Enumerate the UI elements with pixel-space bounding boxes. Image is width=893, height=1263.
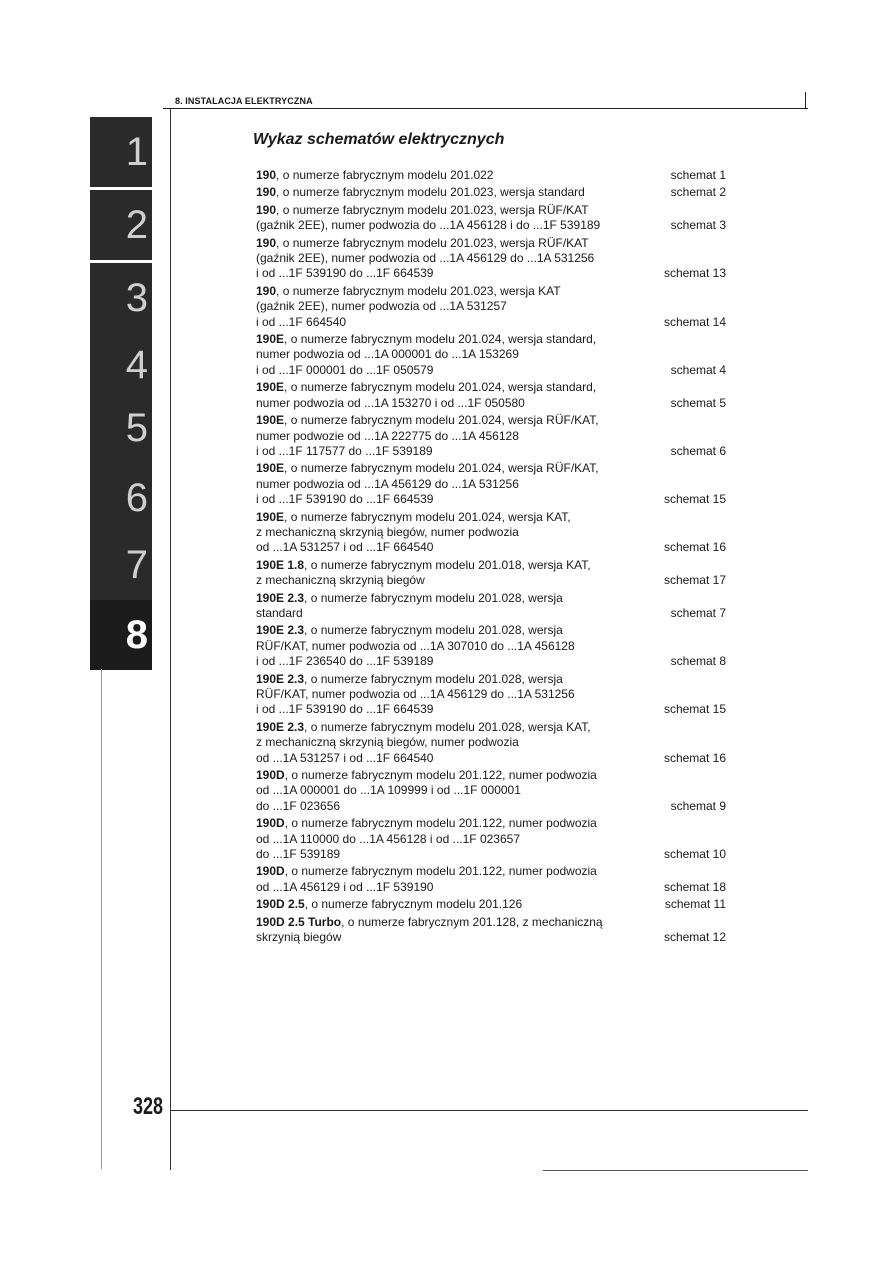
schematic-ref: schemat 3 bbox=[670, 218, 726, 233]
schematic-ref: schemat 16 bbox=[663, 750, 726, 765]
schematic-entry bbox=[256, 510, 726, 556]
entry-description bbox=[256, 591, 646, 622]
entry-line: (gaźnik 2EE), numer podwozia do ...1A 456128 i do ...1F 539189 bbox=[256, 218, 601, 233]
schematic-ref: schemat 9 bbox=[670, 798, 726, 813]
model-details: , o numerze fabrycznym modelu 201.122, numer podwozia bbox=[284, 864, 597, 879]
entry-line: i od ...1F 539190 do ...1F 664539 bbox=[256, 702, 434, 717]
schematic-ref: schemat 15 bbox=[663, 492, 726, 507]
entry-description bbox=[256, 332, 646, 378]
schematic-ref: schemat 4 bbox=[670, 362, 726, 377]
entry-description bbox=[256, 380, 646, 411]
model-name: 190D bbox=[256, 864, 285, 879]
schematic-entry bbox=[256, 672, 726, 718]
entry-line bbox=[256, 768, 646, 783]
entry-line: RÜF/KAT, numer podwozia od ...1A 456129 do ...1A 531256 bbox=[256, 687, 575, 701]
entry-line: z mechaniczną skrzynią biegów, numer podwozia bbox=[256, 524, 519, 539]
entry-description bbox=[256, 768, 646, 814]
entry-description bbox=[256, 510, 646, 556]
model-name: 190E bbox=[256, 461, 285, 476]
chapter-tab-6: 6 bbox=[90, 463, 152, 533]
schematic-ref: schemat 5 bbox=[670, 395, 726, 410]
entry-line bbox=[256, 623, 646, 638]
entry-line: od ...1A 456129 i od ...1F 539190 bbox=[256, 879, 434, 894]
entry-line bbox=[256, 864, 646, 879]
header-right-rule bbox=[805, 92, 806, 109]
entry-line bbox=[256, 720, 646, 735]
entry-line bbox=[256, 510, 646, 525]
chapter-tab-8-active: 8 bbox=[90, 600, 152, 670]
header-rule bbox=[163, 108, 808, 109]
schematic-entry bbox=[256, 380, 726, 411]
entry-line: numer podwozie od ...1A 222775 do ...1A 456128 bbox=[256, 428, 519, 443]
chapter-tab-2: 2 bbox=[90, 190, 152, 260]
schematic-ref: schemat 2 bbox=[670, 185, 726, 200]
schematic-entry bbox=[256, 768, 726, 814]
entry-line bbox=[256, 413, 646, 428]
schematic-entry bbox=[256, 558, 726, 589]
chapter-tab-3: 3 bbox=[90, 263, 152, 333]
entry-description bbox=[256, 284, 646, 330]
entry-gap bbox=[256, 946, 726, 948]
model-details: , o numerze fabrycznym modelu 201.024, wersja KAT, bbox=[284, 509, 571, 524]
model-name: 190E 2.3 bbox=[256, 719, 305, 734]
entry-line: numer podwozia od ...1A 153270 i od ...1F 050580 bbox=[256, 395, 525, 410]
schematic-ref: schemat 7 bbox=[670, 605, 726, 620]
schematic-ref: schemat 17 bbox=[663, 573, 726, 588]
model-details: , o numerze fabrycznym modelu 201.028, wersja KAT, bbox=[304, 719, 591, 734]
entry-line: i od ...1F 539190 do ...1F 664539 bbox=[256, 492, 434, 507]
model-details: , o numerze fabrycznym modelu 201.028, wersja bbox=[304, 671, 563, 686]
entry-line bbox=[256, 461, 646, 476]
entry-line bbox=[256, 558, 646, 573]
entry-line: od ...1A 531257 i od ...1F 664540 bbox=[256, 540, 434, 555]
schematic-ref: schemat 15 bbox=[663, 702, 726, 717]
model-name: 190 bbox=[256, 168, 277, 182]
schematic-entry bbox=[256, 168, 726, 183]
model-name: 190E bbox=[256, 413, 285, 428]
page-number: 328 bbox=[133, 1093, 164, 1120]
entry-line bbox=[256, 185, 646, 200]
entry-description bbox=[256, 623, 646, 669]
schematic-entry bbox=[256, 864, 726, 895]
model-name: 190E 1.8 bbox=[256, 557, 305, 572]
entry-line: od ...1A 000001 do ...1A 109999 i od ...1F 000001 bbox=[256, 783, 521, 798]
model-details: , o numerze fabrycznym modelu 201.028, wersja bbox=[304, 623, 563, 638]
schematic-ref: schemat 10 bbox=[663, 847, 726, 862]
entry-line: skrzynią biegów bbox=[256, 930, 342, 945]
chapter-tab-1: 1 bbox=[90, 117, 152, 187]
model-name: 190 bbox=[256, 235, 277, 250]
entry-line bbox=[256, 380, 646, 395]
entry-line: od ...1A 531257 i od ...1F 664540 bbox=[256, 750, 434, 765]
model-name: 190E bbox=[256, 380, 285, 395]
entry-line: do ...1F 539189 bbox=[256, 847, 341, 862]
entry-line bbox=[256, 332, 646, 347]
entry-line bbox=[256, 672, 646, 687]
schematic-entry bbox=[256, 413, 726, 459]
model-name: 190E 2.3 bbox=[256, 671, 305, 686]
entry-description bbox=[256, 897, 646, 912]
model-details: , o numerze fabrycznym modelu 201.122, numer podwozia bbox=[284, 816, 597, 831]
model-details: , o numerze fabrycznym modelu 201.024, wersja RÜF/KAT, bbox=[284, 461, 599, 476]
entry-description bbox=[256, 413, 646, 459]
schematic-entry bbox=[256, 203, 726, 234]
entry-line bbox=[256, 816, 646, 831]
margin-rule bbox=[170, 108, 171, 1170]
entry-line: z mechaniczną skrzynią biegów, numer podwozia bbox=[256, 735, 519, 750]
schematic-ref: schemat 16 bbox=[663, 540, 726, 555]
entry-line: numer podwozia od ...1A 456129 do ...1A 531256 bbox=[256, 476, 519, 491]
model-name: 190E 2.3 bbox=[256, 623, 305, 638]
model-details: , o numerze fabrycznym modelu 201.024, wersja standard, bbox=[284, 332, 597, 347]
model-name: 190D 2.5 Turbo bbox=[256, 914, 342, 929]
chapter-tab-5: 5 bbox=[90, 393, 152, 463]
schematic-entry bbox=[256, 897, 726, 912]
model-name: 190 bbox=[256, 283, 277, 298]
schematic-ref: schemat 14 bbox=[663, 314, 726, 329]
entry-line bbox=[256, 203, 646, 218]
entry-description bbox=[256, 185, 646, 200]
schematic-entry bbox=[256, 720, 726, 766]
model-name: 190E bbox=[256, 509, 285, 524]
model-details: , o numerze fabrycznym 201.128, z mechaniczną bbox=[341, 914, 603, 929]
schematic-entry bbox=[256, 591, 726, 622]
schematic-entry bbox=[256, 236, 726, 282]
model-details: , o numerze fabrycznym modelu 201.122, numer podwozia bbox=[284, 768, 597, 783]
schematic-ref: schemat 18 bbox=[663, 879, 726, 894]
model-details: , o numerze fabrycznym modelu 201.018, wersja KAT, bbox=[304, 557, 591, 572]
schematic-ref: schemat 13 bbox=[663, 266, 726, 281]
entry-description bbox=[256, 720, 646, 766]
entry-description bbox=[256, 168, 646, 183]
schematic-ref: schemat 8 bbox=[670, 654, 726, 669]
model-name: 190E 2.3 bbox=[256, 590, 305, 605]
schematics-list bbox=[256, 168, 726, 948]
schematic-entry bbox=[256, 185, 726, 200]
entry-line bbox=[256, 915, 646, 930]
model-details: , o numerze fabrycznym modelu 201.023, wersja RÜF/KAT bbox=[276, 235, 589, 250]
entry-description bbox=[256, 915, 646, 946]
model-name: 190E bbox=[256, 332, 285, 347]
entry-line: i od ...1F 539190 do ...1F 664539 bbox=[256, 266, 434, 281]
entry-line: od ...1A 110000 do ...1A 456128 i od ...1F 023657 bbox=[256, 831, 520, 846]
entry-description bbox=[256, 203, 646, 234]
model-details: , o numerze fabrycznym modelu 201.023, wersja standard bbox=[276, 185, 585, 200]
model-details: , o numerze fabrycznym modelu 201.023, wersja KAT bbox=[276, 283, 561, 298]
model-name: 190D bbox=[256, 768, 285, 783]
footer-rule bbox=[170, 1110, 808, 1111]
entry-line: RÜF/KAT, numer podwozia od ...1A 307010 do ...1A 456128 bbox=[256, 638, 575, 653]
model-details: , o numerze fabrycznym modelu 201.126 bbox=[304, 897, 523, 912]
entry-line: i od ...1F 664540 bbox=[256, 314, 347, 329]
entry-line: do ...1F 023656 bbox=[256, 798, 341, 813]
entry-description bbox=[256, 236, 646, 282]
entry-description bbox=[256, 558, 646, 589]
entry-line: i od ...1F 000001 do ...1F 050579 bbox=[256, 362, 434, 377]
model-details: , o numerze fabrycznym modelu 201.024, wersja RÜF/KAT, bbox=[284, 413, 599, 428]
schematic-entry bbox=[256, 623, 726, 669]
model-name: 190 bbox=[256, 185, 277, 200]
bottom-rule bbox=[543, 1170, 808, 1171]
page-title: Wykaz schematów elektrycznych bbox=[253, 131, 505, 148]
schematic-ref: schemat 11 bbox=[664, 897, 726, 912]
schematic-ref: schemat 1 bbox=[670, 168, 726, 182]
schematic-entry bbox=[256, 915, 726, 946]
entry-line: i od ...1F 117577 do ...1F 539189 bbox=[256, 443, 433, 458]
model-name: 190D bbox=[256, 816, 285, 831]
model-name: 190D 2.5 bbox=[256, 897, 305, 912]
schematic-entry bbox=[256, 461, 726, 507]
model-details: , o numerze fabrycznym modelu 201.024, wersja standard, bbox=[284, 380, 597, 395]
entry-line: numer podwozia od ...1A 000001 do ...1A 153269 bbox=[256, 347, 519, 362]
model-details: , o numerze fabrycznym modelu 201.023, wersja RÜF/KAT bbox=[276, 202, 589, 217]
chapter-tab-4: 4 bbox=[90, 330, 152, 400]
entry-line: standard bbox=[256, 605, 303, 620]
model-name: 190 bbox=[256, 202, 277, 217]
entry-line bbox=[256, 236, 646, 251]
chapter-heading: 8. INSTALACJA ELEKTRYCZNA bbox=[175, 96, 313, 106]
entry-description bbox=[256, 816, 646, 862]
entry-line: z mechaniczną skrzynią biegów bbox=[256, 573, 425, 588]
schematic-entry bbox=[256, 816, 726, 862]
entry-line: (gaźnik 2EE), numer podwozia od ...1A 456129 do ...1A 531256 bbox=[256, 251, 595, 266]
schematic-ref: schemat 12 bbox=[663, 930, 726, 945]
chapter-tab-7: 7 bbox=[90, 530, 152, 600]
model-details: , o numerze fabrycznym modelu 201.022 bbox=[276, 168, 494, 182]
margin-thin-line bbox=[101, 669, 102, 1169]
schematic-entry bbox=[256, 332, 726, 378]
model-details: , o numerze fabrycznym modelu 201.028, wersja bbox=[304, 590, 563, 605]
entry-description bbox=[256, 461, 646, 507]
entry-line: i od ...1F 236540 do ...1F 539189 bbox=[256, 654, 434, 669]
entry-line: (gaźnik 2EE), numer podwozia od ...1A 531257 bbox=[256, 299, 507, 314]
schematic-ref: schemat 6 bbox=[670, 443, 726, 458]
entry-line bbox=[256, 591, 646, 606]
schematic-entry bbox=[256, 284, 726, 330]
entry-description bbox=[256, 864, 646, 895]
entry-line bbox=[256, 168, 646, 183]
entry-description bbox=[256, 672, 646, 718]
entry-line bbox=[256, 284, 646, 299]
entry-line bbox=[256, 897, 646, 912]
